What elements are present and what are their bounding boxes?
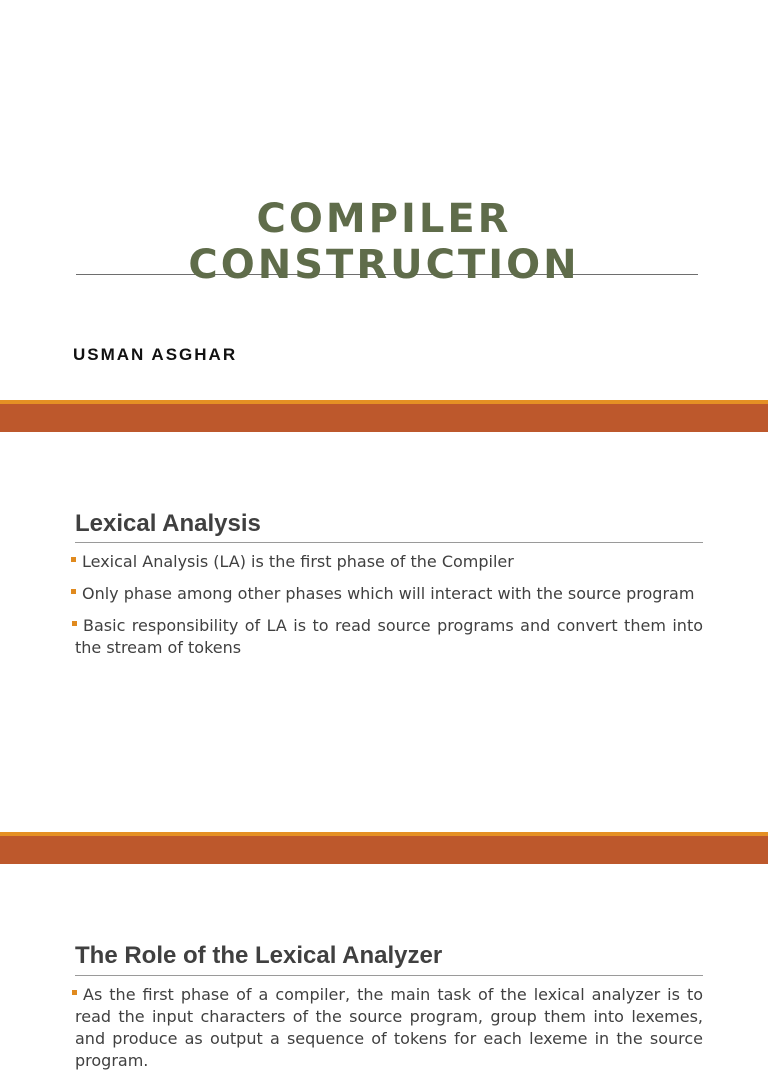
list-item [75,583,703,605]
square-bullet-icon [71,557,76,562]
bullet-text: Only phase among other phases which will interact with the source program [82,584,695,603]
list-item [75,615,703,659]
slide-divider [0,832,768,864]
bullet-list [75,984,703,1082]
list-item [75,984,703,1072]
slide-heading: Lexical Analysis [75,510,261,537]
bullet-text: Basic responsibility of LA is to read source programs and convert them into the stream of tokens [75,616,703,657]
bullet-text: Lexical Analysis (LA) is the first phase of the Compiler [82,552,514,571]
title-slide [0,0,768,400]
slide-heading: The Role of the Lexical Analyzer [75,942,443,969]
presentation-title [76,196,692,288]
list-item [75,551,703,573]
heading-rule [75,542,703,543]
bullet-list [75,551,703,669]
square-bullet-icon [72,621,77,626]
square-bullet-icon [72,990,77,995]
divider-accent-strip [0,400,768,404]
slide-divider [0,400,768,432]
heading-rule [75,975,703,976]
divider-accent-strip [0,832,768,836]
title-line-2: CONSTRUCTION [188,242,580,288]
bullet-text: As the first phase of a compiler, the main task of the lexical analyzer is to read the input characters of the source program, group them into lexemes, and produce as output a sequence of tokens for each lexeme in the source program. [75,985,703,1070]
lexical-analyzer-role-slide [0,864,768,1070]
lexical-analysis-slide [0,432,768,832]
title-line-1: COMPILER [256,196,512,242]
author-name: USMAN ASGHAR [73,345,238,364]
square-bullet-icon [71,589,76,594]
